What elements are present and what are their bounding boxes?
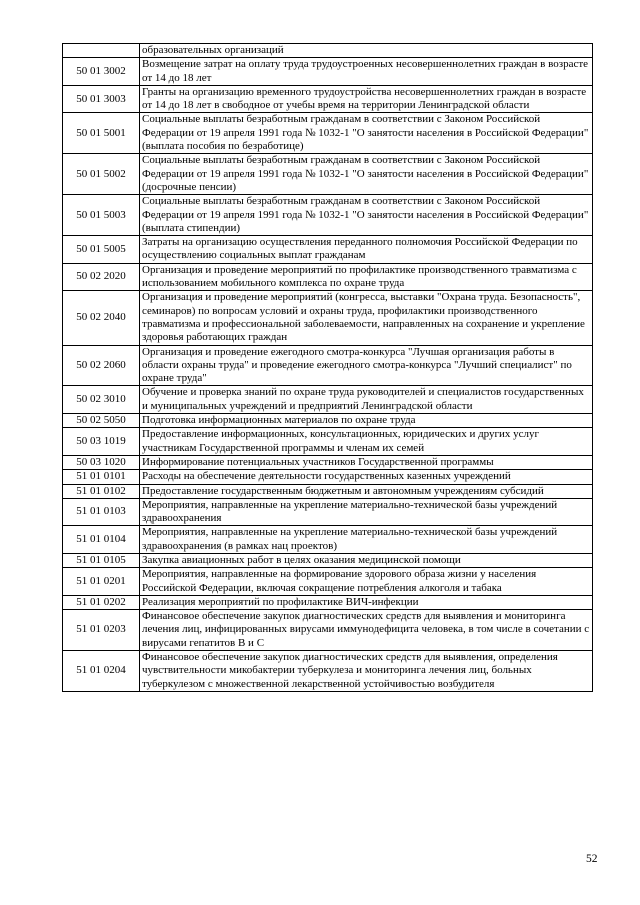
table-row — [63, 236, 593, 264]
table-row — [63, 113, 593, 154]
row-code: 51 01 0202 — [63, 595, 140, 609]
row-description: Закупка авиационных работ в целях оказания медицинской помощи — [140, 553, 593, 567]
table-row — [63, 345, 593, 386]
table-row — [63, 651, 593, 692]
row-code: 51 01 0103 — [63, 498, 140, 526]
table-row — [63, 58, 593, 86]
row-description: Расходы на обеспечение деятельности государственных казенных учреждений — [140, 470, 593, 484]
row-description: Реализация мероприятий по профилактике ВИЧ-инфекции — [140, 595, 593, 609]
table-row — [63, 610, 593, 651]
row-code: 50 01 3003 — [63, 85, 140, 113]
row-description: Затраты на организацию осуществления переданного полномочия Российской Федерации по осуществлению социальных выплат гражданам — [140, 236, 593, 264]
row-code: 50 03 1019 — [63, 428, 140, 456]
row-description: Финансовое обеспечение закупок диагностических средств для выявления и мониторинга лечения лиц, инфицированных вирусами иммунодефицита человека, в том числе в сочетании с вирусами гепатитов В и С — [140, 610, 593, 651]
row-description: образовательных организаций — [140, 44, 593, 58]
row-description: Обучение и проверка знаний по охране труда руководителей и специалистов государственных и муниципальных учреждений и предприятий Ленинградской области — [140, 386, 593, 414]
row-description: Организация и проведение мероприятий по профилактике производственного травматизма с использованием мобильного комплекса по охране труда — [140, 263, 593, 291]
row-code: 50 01 3002 — [63, 58, 140, 86]
row-description: Предоставление информационных, консультационных, юридических и других услуг участникам Государственной программы и членам их семей — [140, 428, 593, 456]
row-description: Возмещение затрат на оплату труда трудоустроенных несовершеннолетних граждан в возрасте от 14 до 18 лет — [140, 58, 593, 86]
row-code: 51 01 0105 — [63, 553, 140, 567]
row-code: 50 02 5050 — [63, 414, 140, 428]
budget-codes-table — [62, 43, 593, 692]
row-code: 50 01 5003 — [63, 195, 140, 236]
row-description: Предоставление государственным бюджетным и автономным учреждениям субсидий — [140, 484, 593, 498]
row-code: 50 03 1020 — [63, 455, 140, 469]
row-code: 50 01 5005 — [63, 236, 140, 264]
row-description: Мероприятия, направленные на формирование здорового образа жизни у населения Российской Федерации, включая сокращение потребления алкоголя и табака — [140, 568, 593, 596]
row-description: Финансовое обеспечение закупок диагностических средств для выявления, определения чувствительности микобактерии туберкулеза и мониторинга лечения лиц, больных туберкулезом с множественной лекарственной устойчивостью возбудителя — [140, 651, 593, 692]
row-code: 50 01 5001 — [63, 113, 140, 154]
row-description: Организация и проведение мероприятий (конгресса, выставки "Охрана труда. Безопасность", семинаров) по вопросам условий и охраны труда, профилактики производственного травматизма и профессиональной заболеваемости, направленных на сохранение и укрепление здоровья работающих граждан — [140, 291, 593, 345]
row-code: 51 01 0201 — [63, 568, 140, 596]
table-row — [63, 85, 593, 113]
row-description: Информирование потенциальных участников Государственной программы — [140, 455, 593, 469]
row-code: 50 02 2040 — [63, 291, 140, 345]
row-code: 51 01 0203 — [63, 610, 140, 651]
table-row — [63, 44, 593, 58]
table-row — [63, 568, 593, 596]
row-code: 51 01 0204 — [63, 651, 140, 692]
row-code: 50 02 2060 — [63, 345, 140, 386]
row-description: Социальные выплаты безработным гражданам в соответствии с Законом Российской Федерации от 19 апреля 1991 года № 1032-1 "О занятости населения в Российской Федерации" (выплата стипендии) — [140, 195, 593, 236]
row-code: 51 01 0102 — [63, 484, 140, 498]
table-row — [63, 291, 593, 345]
row-code: 50 02 2020 — [63, 263, 140, 291]
table-row — [63, 263, 593, 291]
table-row — [63, 455, 593, 469]
table-row — [63, 428, 593, 456]
table-row — [63, 595, 593, 609]
table-row — [63, 498, 593, 526]
row-description: Организация и проведение ежегодного смотра-конкурса "Лучшая организация работы в области охраны труда" и проведение ежегодного смотра-конкурса "Лучший специалист" по охране труда" — [140, 345, 593, 386]
row-code — [63, 44, 140, 58]
table-body — [63, 44, 593, 692]
table-row — [63, 154, 593, 195]
row-description: Мероприятия, направленные на укрепление материально-технической базы учреждений здравоохранения — [140, 498, 593, 526]
table-row — [63, 526, 593, 554]
row-code: 50 02 3010 — [63, 386, 140, 414]
page-number: 52 — [586, 853, 598, 865]
table-row — [63, 386, 593, 414]
row-code: 51 01 0104 — [63, 526, 140, 554]
row-description: Гранты на организацию временного трудоустройства несовершеннолетних граждан в возрасте от 14 до 18 лет в свободное от учебы время на территории Ленинградской области — [140, 85, 593, 113]
row-description: Социальные выплаты безработным гражданам в соответствии с Законом Российской Федерации от 19 апреля 1991 года № 1032-1 "О занятости населения в Российской Федерации" (выплата пособия по безработице) — [140, 113, 593, 154]
table-row — [63, 195, 593, 236]
table-row — [63, 484, 593, 498]
row-code: 51 01 0101 — [63, 470, 140, 484]
table-row — [63, 553, 593, 567]
table-row — [63, 470, 593, 484]
row-code: 50 01 5002 — [63, 154, 140, 195]
row-description: Подготовка информационных материалов по охране труда — [140, 414, 593, 428]
row-description: Мероприятия, направленные на укрепление материально-технической базы учреждений здравоохранения (в рамках нац проектов) — [140, 526, 593, 554]
row-description: Социальные выплаты безработным гражданам в соответствии с Законом Российской Федерации от 19 апреля 1991 года № 1032-1 "О занятости населения в Российской Федерации" (досрочные пенсии) — [140, 154, 593, 195]
table-row — [63, 414, 593, 428]
